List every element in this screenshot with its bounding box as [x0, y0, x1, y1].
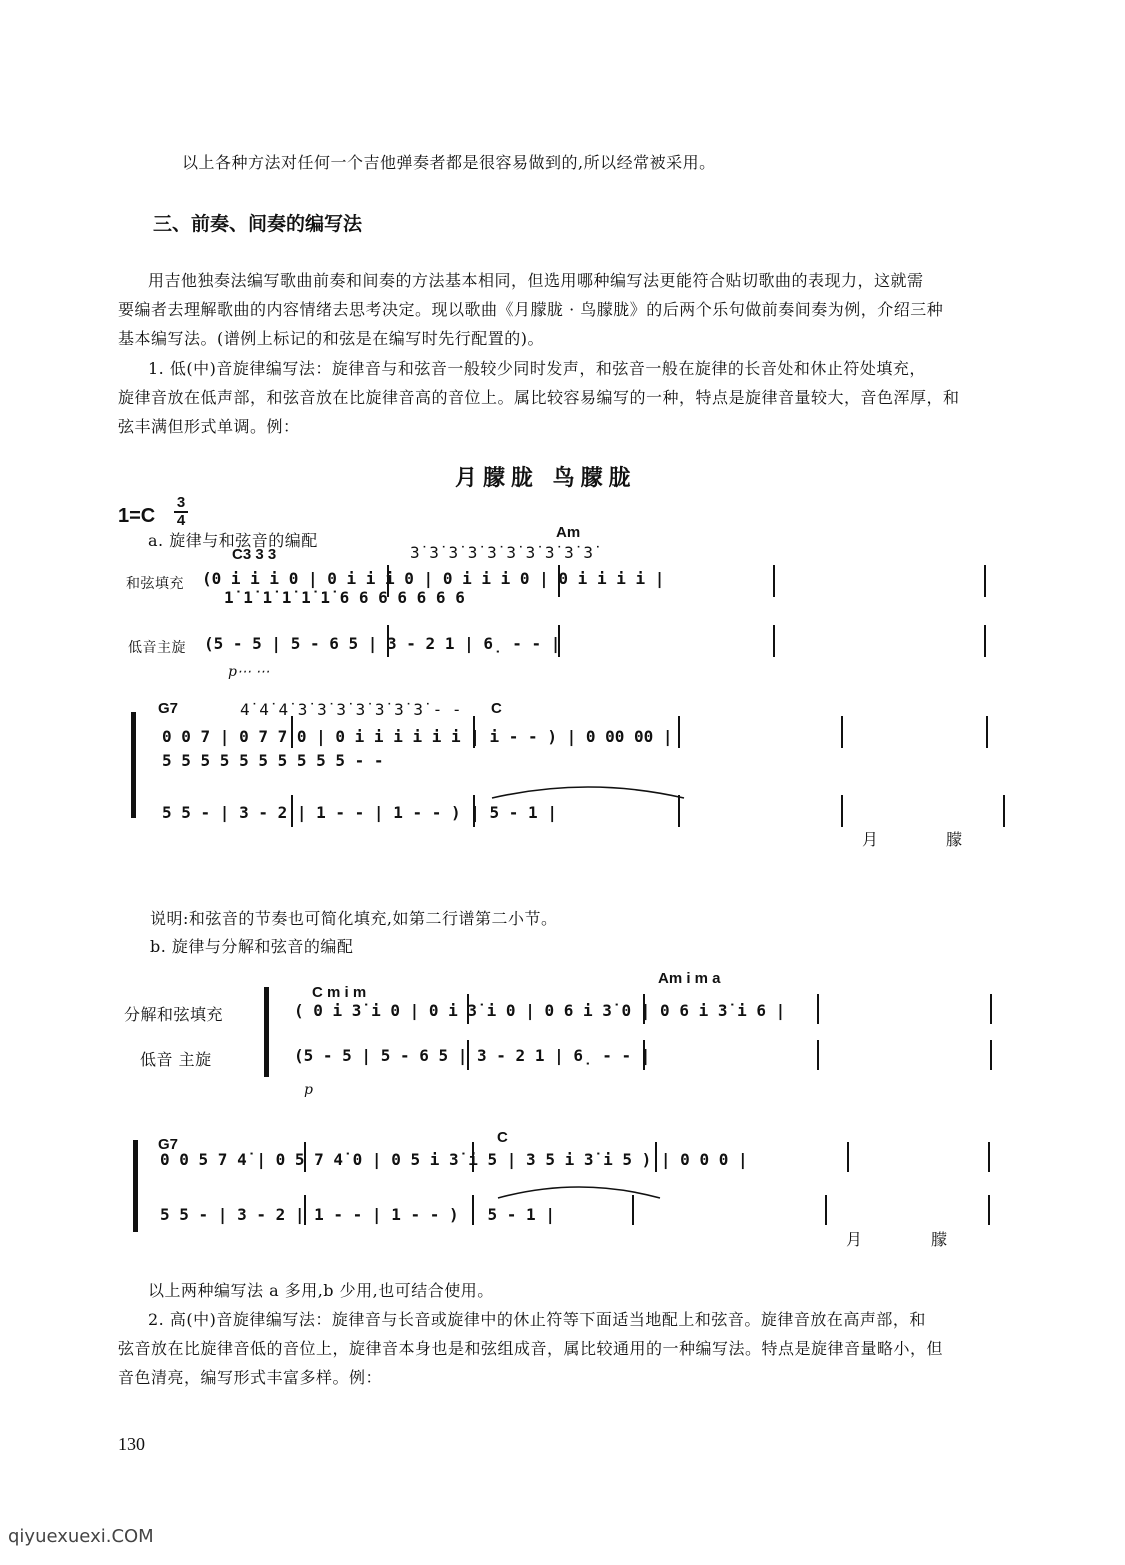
bass-melody-row: 5 5 - | 3 - 2 | 1 - - | 1 - - ) | 5 - 1 |: [160, 1205, 555, 1224]
section-heading: 三、前奏、间奏的编写法: [153, 213, 363, 235]
score-b-caption: b. 旋律与分解和弦音的编配: [150, 937, 354, 956]
bar-line: [472, 1142, 474, 1172]
bass-melody-row: (5 - 5 | 5 - 6 5 | 3 - 2 1 | 6̣ - - |: [204, 634, 561, 653]
bar-line: [467, 994, 469, 1024]
chord-c: C: [491, 700, 502, 717]
label-bass-melody: 低音主旋: [128, 640, 186, 656]
bar-line: [558, 625, 560, 657]
chord-g7: G7: [158, 1136, 179, 1153]
bar-line: [291, 795, 293, 827]
tie-arc: [488, 780, 688, 800]
time-signature: [174, 495, 188, 529]
bar-line: [847, 1142, 849, 1172]
lyric: 月: [862, 830, 879, 849]
upper-notes: 3̇ 3̇ 3̇ 3̇ 3̇ 3̇ 3̇ 3̇ 3̇ 3̇: [410, 543, 594, 562]
chord-symbols: C3 3 3: [232, 546, 277, 563]
bar-line: [643, 1040, 645, 1070]
bar-line: [1003, 795, 1005, 827]
bar-line: [984, 565, 986, 597]
tie-arc: [494, 1180, 664, 1200]
bar-line: [304, 1195, 306, 1225]
label-chord-fill: 和弦填充: [126, 576, 184, 592]
system-brace: [264, 987, 269, 1077]
upper-notes: 4̇ 4̇ 4̇ 3̇ 3̇ 3̇ 3̇ 3̇ 3̇ 3̇ - -: [240, 700, 462, 719]
bar-line: [387, 565, 389, 597]
bar-line: [817, 994, 819, 1024]
lyric: 朦: [931, 1230, 948, 1249]
bar-line: [304, 1142, 306, 1172]
bar-line: [643, 994, 645, 1024]
paragraph-3: 以上两种编写法 a 多用,b 少用,也可结合使用。: [148, 1281, 494, 1300]
label-bass-melody: 低音 主旋: [140, 1050, 212, 1069]
arpeggio-row: ( 0 i 3̇ i 0 | 0 i 3̇ i 0 | 0 6 i 3̇ 0 | 0 6 i 3̇ i 6 |: [294, 1001, 786, 1020]
bar-line: [984, 625, 986, 657]
chord-low-row: 1̇ 1̇ 1̇ 1̇ 1̇ 1̇ 6 6 6 6 6 6 6: [224, 588, 465, 607]
bass-melody-row: 5 5 - | 3 - 2 | 1 - - | 1 - - ) | 5 - 1 |: [162, 803, 557, 822]
key-signature: 1=C: [118, 505, 156, 527]
paragraph-line: 弦音放在比旋律音低的音位上，旋律音本身也是和弦组成音，属比较通用的一种编写法。特点是旋律音量略小，但: [118, 1339, 944, 1358]
bar-line: [988, 1195, 990, 1225]
bar-line: [986, 716, 988, 748]
bar-line: [473, 795, 475, 827]
paragraph-line: 2. 高(中)音旋律编写法：旋律音与长音或旋律中的休止符等下面适当地配上和弦音。旋律音放在高声部，和: [148, 1310, 926, 1329]
bar-line: [825, 1195, 827, 1225]
bar-line: [988, 1142, 990, 1172]
bar-line: [467, 1040, 469, 1070]
score-a-caption: a. 旋律与和弦音的编配: [148, 531, 318, 550]
chord-g7: G7: [158, 700, 179, 717]
paragraph-line: 基本编写法。(谱例上标记的和弦是在编写时先行配置的)。: [118, 329, 544, 348]
bar-line: [472, 1195, 474, 1225]
time-sig-bottom: 4: [176, 512, 186, 529]
bar-line: [387, 625, 389, 657]
chord-am: Am: [556, 524, 581, 541]
paragraph-line: 音色清亮，编写形式丰富多样。例：: [118, 1368, 383, 1387]
arpeggio-row: 0 0 5 7 4̇ | 0 5 7 4̇ 0 | 0 5 i 3̇ i 5 | 3 5 i 3̇ i 5 ) | 0 0 0 |: [160, 1150, 748, 1169]
bar-line: [990, 1040, 992, 1070]
bar-line: [558, 565, 560, 597]
bar-line: [655, 1142, 657, 1172]
note-a: 说明:和弦音的节奏也可简化填充,如第二行谱第二小节。: [150, 909, 558, 928]
paragraph-line: 要编者去理解歌曲的内容情绪去思考决定。现以歌曲《月朦胧 · 鸟朦胧》的后两个乐句做前奏间奏为例，介绍三种: [118, 300, 944, 319]
dynamic-marking: p: [304, 1082, 313, 1098]
chord-low-row: 5 5 5 5 5 5 5 5 5 5 - -: [162, 751, 384, 770]
chord-c: C: [497, 1129, 508, 1146]
paragraph-line: 用吉他独奏法编写歌曲前奏和间奏的方法基本相同，但选用哪种编写法更能符合贴切歌曲的表现力，这就需: [148, 271, 924, 290]
time-sig-top: 3: [176, 494, 186, 511]
chord-fill-row: 0 0 7 | 0 7 7 0 | 0 i i i i i i | i - - ) | 0 00 00 |: [162, 727, 673, 746]
bar-line: [990, 994, 992, 1024]
bar-line: [291, 716, 293, 748]
bass-melody-row: (5 - 5 | 5 - 6 5 | 3 - 2 1 | 6̣ - - |: [294, 1046, 651, 1065]
label-arpeggio-fill: 分解和弦填充: [124, 1005, 224, 1024]
bar-line: [473, 716, 475, 748]
fingering-amima: Am i m a: [658, 970, 721, 987]
bar-line: [841, 795, 843, 827]
system-brace: [131, 712, 136, 818]
watermark: qiyuexuexi.COM: [8, 1526, 154, 1547]
lyric: 月: [846, 1230, 863, 1249]
intro-line: 以上各种方法对任何一个吉他弹奏者都是很容易做到的,所以经常被采用。: [182, 153, 716, 172]
bar-line: [817, 1040, 819, 1070]
page-number: 130: [118, 1434, 145, 1454]
paragraph-line: 1. 低(中)音旋律编写法：旋律音与和弦音一般较少同时发声，和弦音一般在旋律的长音处和休止符处填充，: [148, 359, 926, 378]
paragraph-line: 旋律音放在低声部，和弦音放在比旋律音高的音位上。属比较容易编写的一种，特点是旋律音量较大，音色浑厚，和: [118, 388, 960, 407]
paragraph-line: 弦丰满但形式单调。例：: [118, 417, 300, 436]
fingering-cmim: C m i m: [312, 984, 367, 1001]
bar-line: [773, 625, 775, 657]
bar-line: [841, 716, 843, 748]
dynamic-marking: p⋯ ⋯: [228, 664, 270, 680]
chord-fill-row: (0 i i i 0 | 0 i i i 0 | 0 i i i 0 | 0 i i i i |: [202, 569, 665, 588]
bar-line: [678, 716, 680, 748]
lyric: 朦: [946, 830, 963, 849]
bar-line: [773, 565, 775, 597]
system-brace: [133, 1140, 138, 1232]
song-title: 月朦胧 鸟朦胧: [455, 466, 637, 491]
